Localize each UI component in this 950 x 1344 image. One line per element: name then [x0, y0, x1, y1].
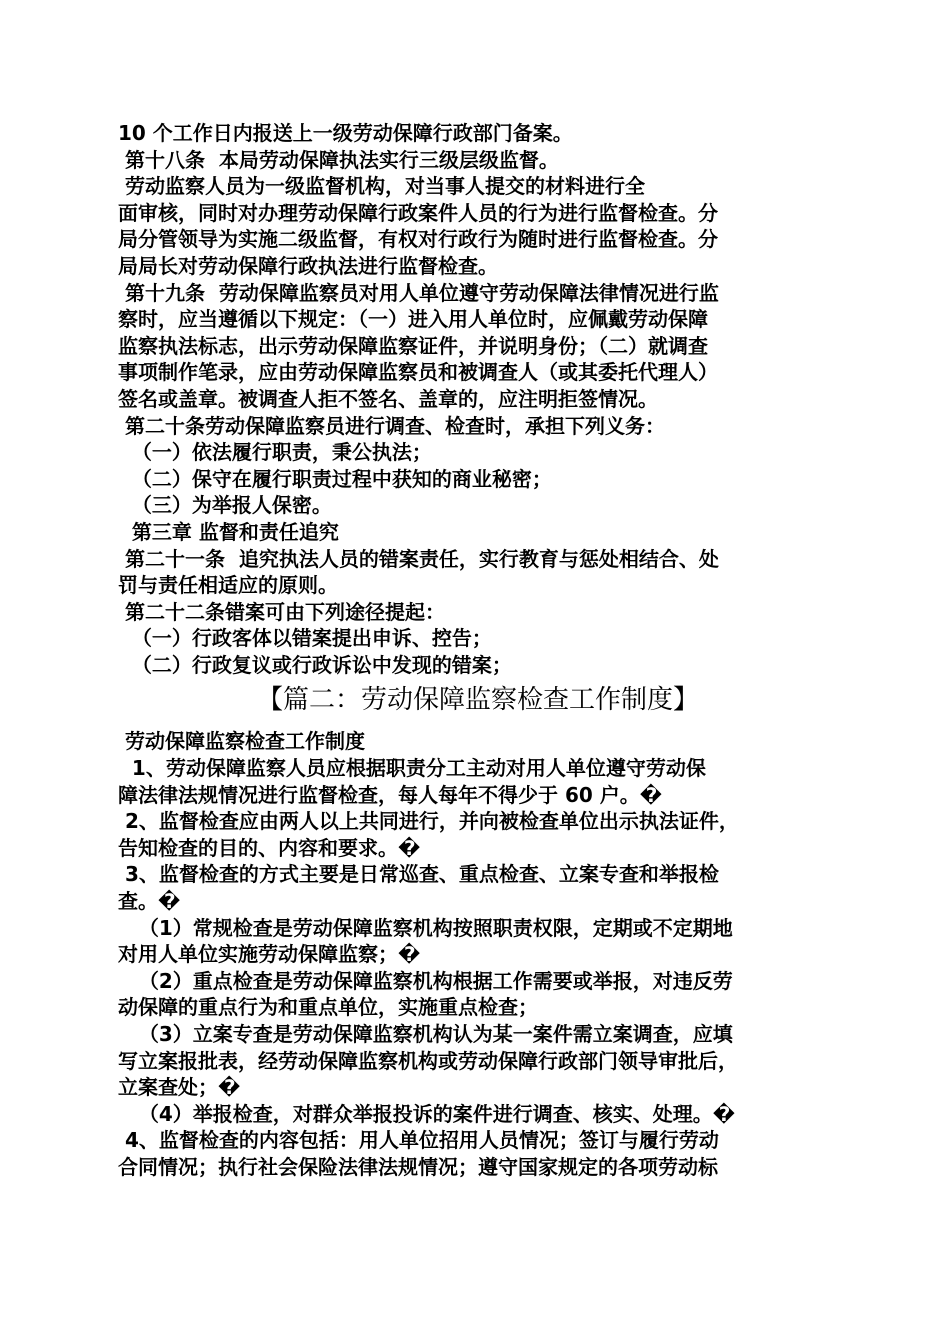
text-line: 局分管领导为实施二级监督，有权对行政行为随时进行监督检查。分: [118, 227, 718, 252]
text-line: 事项制作笔录，应由劳动保障监察员和被调查人（或其委托代理人）: [118, 360, 718, 385]
text-line: 察时，应当遵循以下规定：（一）进入用人单位时，应佩戴劳动保障: [118, 307, 708, 332]
article-18-heading: 第十八条 本局劳动保障执法实行三级层级监督。: [118, 147, 559, 172]
text-line: 面审核，同时对办理劳动保障行政案件人员的行为进行监督检查。分: [118, 200, 718, 225]
part-two-text: [118, 728, 838, 1180]
list-item: （二）保守在履行职责过程中获知的商业秘密；: [118, 466, 552, 491]
part-two-heading: 劳动保障监察检查工作制度: [118, 729, 365, 754]
text-line: 签名或盖章。被调查人拒不签名、盖章的，应注明拒签情况。: [118, 386, 658, 411]
document-body: [118, 120, 838, 1181]
text-line: 合同情况；执行社会保险法律法规情况；遵守国家规定的各项劳动标: [118, 1154, 718, 1179]
text-line: （2）重点检查是劳动保障监察机构根据工作需要或举报，对违反劳: [118, 968, 733, 993]
list-item: （一）行政客体以错案提出申诉、控告；: [118, 626, 492, 651]
text-line: 监察执法标志，出示劳动保障监察证件，并说明身份；（二）就调查: [118, 333, 708, 358]
text-line: 障法律法规情况进行监督检查，每人每年不得少于 60 户。�: [118, 782, 663, 807]
text-line: 查。�: [118, 889, 181, 914]
text-line: 罚与责任相适应的原则。: [118, 573, 338, 598]
section-title: 【篇二：劳动保障监察检查工作制度】: [256, 685, 699, 716]
text-line: 2、监督检查应由两人以上共同进行，并向被检查单位出示执法证件，: [118, 809, 739, 834]
list-item: （一）依法履行职责，秉公执法；: [118, 440, 432, 465]
text-line: 4、监督检查的内容包括：用人单位招用人员情况；签订与履行劳动: [118, 1128, 719, 1153]
text-line: （4）举报检查，对群众举报投诉的案件进行调查、核实、处理。�: [118, 1101, 736, 1126]
list-item: （三）为举报人保密。: [118, 493, 332, 518]
text-line: 1、劳动保障监察人员应根据职责分工主动对用人单位遵守劳动保: [118, 756, 706, 781]
article-21-heading: 第二十一条 追究执法人员的错案责任，实行教育与惩处相结合、处: [118, 546, 719, 571]
chapter-3-heading: 第三章 监督和责任追究: [118, 519, 339, 544]
part-one-text: [118, 120, 838, 678]
text-line: 局局长对劳动保障行政执法进行监督检查。: [118, 253, 498, 278]
text-line: （1）常规检查是劳动保障监察机构按照职责权限，定期或不定期地: [118, 915, 733, 940]
text-line: 劳动监察人员为一级监督机构，对当事人提交的材料进行全: [118, 174, 645, 199]
text-line: 立案查处；�: [118, 1075, 241, 1100]
text-line: 3、监督检查的方式主要是日常巡查、重点检查、立案专查和举报检: [118, 862, 719, 887]
text-line: 动保障的重点行为和重点单位，实施重点检查；: [118, 995, 538, 1020]
text-line: 写立案报批表，经劳动保障监察机构或劳动保障行政部门领导审批后，: [118, 1048, 738, 1073]
text-line: 对用人单位实施劳动保障监察；�: [118, 942, 421, 967]
article-22-heading: 第二十二条错案可由下列途径提起：: [118, 599, 445, 624]
list-item: （二）行政复议或行政诉讼中发现的错案；: [118, 652, 512, 677]
text-line: （3）立案专查是劳动保障监察机构认为某一案件需立案调查，应填: [118, 1022, 733, 1046]
text-line: 告知检查的目的、内容和要求。�: [118, 835, 421, 860]
article-20-heading: 第二十条劳动保障监察员进行调查、检查时，承担下列义务：: [118, 413, 665, 438]
text-line: 10 个工作日内报送上一级劳动保障行政部门备案。: [118, 121, 573, 145]
article-19-heading: 第十九条 劳动保障监察员对用人单位遵守劳动保障法律情况进行监: [118, 280, 719, 305]
